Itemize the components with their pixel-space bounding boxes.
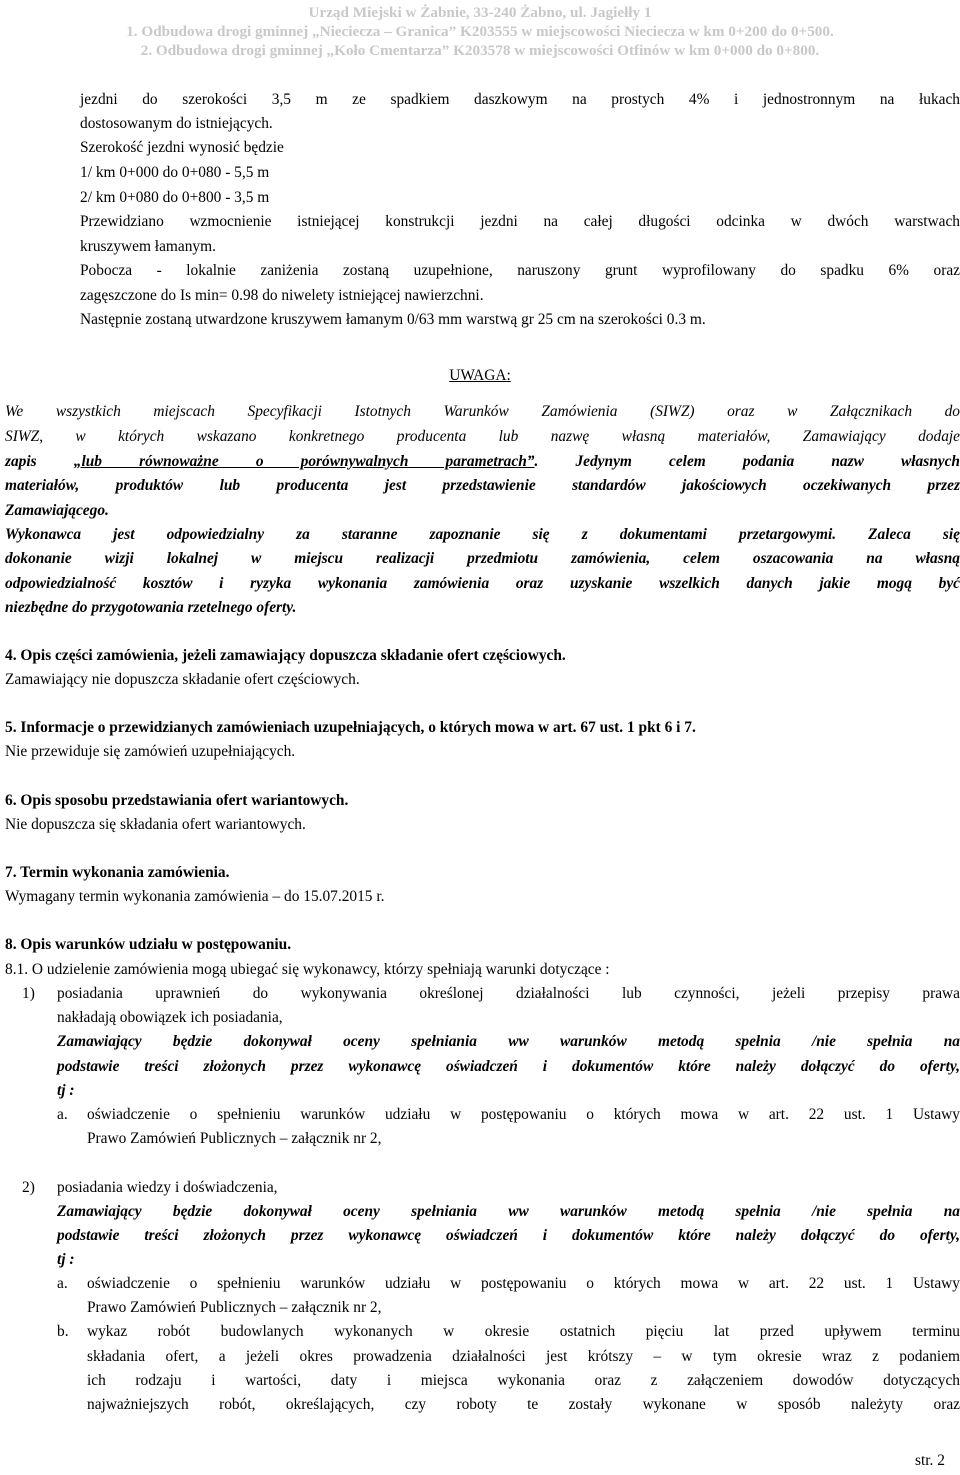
uwaga-line: niezbędne do przygotowania rzetelnego oferty. <box>5 599 297 616</box>
intro-line: Następnie zostaną utwardzone kruszywem łamanym 0/63 mm warstwą gr 25 cm na szerokości 0.3 m. <box>80 311 706 328</box>
page-header <box>0 3 960 60</box>
section-8-heading: 8. Opis warunków udziału w postępowaniu. <box>5 936 292 953</box>
condition-1-line: tj : <box>57 1082 75 1099</box>
condition-1-line: nakładają obowiązek ich posiadania, <box>57 1009 283 1026</box>
list-number: 2) <box>22 1179 35 1196</box>
list-number: 1) <box>22 985 35 1002</box>
intro-line: Przewidziano wzmocnienie istniejącej konstrukcji jezdni na całej długości odcinka w dwóch warstwach <box>80 213 960 230</box>
section-8-1-intro: 8.1. O udzielenie zamówienia mogą ubiegać się wykonawcy, którzy spełniają warunki dotyczące : <box>5 961 610 978</box>
section-5-heading: 5. Informacje o przewidzianych zamówieniach uzupełniających, o których mowa w art. 67 ust. 1 pkt 6 i 7. <box>5 719 696 736</box>
uwaga-zapis: zapis <box>5 453 74 470</box>
condition-2-a-line: oświadczenie o spełnieniu warunków udziału w postępowaniu o których mowa w art. 22 ust. 1 Ustawy <box>87 1275 960 1292</box>
uwaga-line: materiałów, produktów lub producenta jest przedstawienie standardów jakościowych oczekiwanych przez <box>5 477 960 494</box>
uwaga-equivalent-clause: „lub równoważne o porównywalnych parametrach” <box>73 453 535 470</box>
uwaga-line: Zamawiającego. <box>5 502 109 519</box>
condition-1-a-line: oświadczenie o spełnieniu warunków udziału w postępowaniu o których mowa w art. 22 ust. 1 Ustawy <box>87 1106 960 1123</box>
header-project-1: 1. Odbudowa drogi gminnej „Nieciecza – Granica” K203555 w miejscowości Nieciecza w km 0+200 do 0+500. <box>126 23 834 40</box>
condition-2-b-line: ich rodzaju i wartości, daty i miejsca wykonania oraz z załączeniem dowodów dotyczących <box>87 1372 960 1389</box>
section-4-text: Zamawiający nie dopuszcza składanie ofert częściowych. <box>5 671 360 688</box>
condition-1-a-line: Prawo Zamówień Publicznych – załącznik nr 2, <box>87 1130 382 1147</box>
intro-line: Szerokość jezdni wynosić będzie <box>80 139 284 156</box>
section-7-heading: 7. Termin wykonania zamówienia. <box>5 864 230 881</box>
uwaga-title: UWAGA: <box>449 367 511 384</box>
condition-2-b-line: najważniejszych robót, określających, czy roboty te zostały wykonane w sposób należyty oraz <box>87 1396 960 1413</box>
page-number: str. 2 <box>915 1452 945 1469</box>
intro-line: kruszywem łamanym. <box>80 238 216 255</box>
uwaga-line: SIWZ, w których wskazano konkretnego producenta lub nazwę własną materiałów, Zamawiający dodaje <box>5 428 960 445</box>
uwaga-line: Wykonawca jest odpowiedzialny za staranne zapoznanie się z dokumentami przetargowymi. Zaleca się <box>5 526 960 543</box>
list-letter: a. <box>57 1106 68 1123</box>
list-letter: b. <box>57 1323 69 1340</box>
intro-line: 2/ km 0+080 do 0+800 - 3,5 m <box>80 189 270 206</box>
section-7-text: Wymagany termin wykonania zamówienia – do 15.07.2015 r. <box>5 888 385 905</box>
intro-line: Pobocza - lokalnie zaniżenia zostaną uzupełnione, naruszony grunt wyprofilowany do spadku 6% oraz <box>80 262 960 279</box>
uwaga-line <box>5 450 960 474</box>
condition-2-a-line: Prawo Zamówień Publicznych – załącznik nr 2, <box>87 1299 382 1316</box>
condition-2-line: posiadania wiedzy i doświadczenia, <box>57 1179 278 1196</box>
section-5-text: Nie przewiduje się zamówień uzupełniających. <box>5 743 296 760</box>
header-office-line: Urząd Miejski w Żabnie, 33-240 Żabno, ul. Jagiełły 1 <box>308 4 652 21</box>
intro-line: dostosowanym do istniejących. <box>80 115 273 132</box>
uwaga-line: We wszystkich miejscach Specyfikacji Istotnych Warunków Zamówienia (SIWZ) oraz w Załącznikach do <box>5 403 960 420</box>
intro-line: 1/ km 0+000 do 0+080 - 5,5 m <box>80 164 270 181</box>
intro-line: zagęszczone do Is min= 0.98 do niwelety istniejącej nawierzchni. <box>80 287 484 304</box>
condition-1-line: podstawie treści złożonych przez wykonawcę oświadczeń i dokumentów które należy dołączyć do oferty, <box>57 1058 960 1075</box>
uwaga-line: dokonanie wizji lokalnej w miejscu realizacji przedmiotu zamówienia, celem oszacowania na własną <box>5 550 960 567</box>
condition-2-line: Zamawiający będzie dokonywał oceny spełniania ww warunków metodą spełnia /nie spełnia na <box>57 1203 960 1220</box>
condition-2-line: podstawie treści złożonych przez wykonawcę oświadczeń i dokumentów które należy dołączyć do oferty, <box>57 1227 960 1244</box>
section-4-heading: 4. Opis części zamówienia, jeżeli zamawiający dopuszcza składanie ofert częściowych. <box>5 647 566 664</box>
condition-2-line: tj : <box>57 1251 75 1268</box>
list-letter: a. <box>57 1275 68 1292</box>
condition-2-b-line: składania ofert, a jeżeli okres prowadzenia działalności jest krótszy – w tym okresie wraz z podaniem <box>87 1348 960 1365</box>
section-6-text: Nie dopuszcza się składania ofert wariantowych. <box>5 816 306 833</box>
condition-2-b-line: wykaz robót budowlanych wykonanych w okresie ostatnich pięciu lat przed upływem terminu <box>87 1323 960 1340</box>
condition-1-line: Zamawiający będzie dokonywał oceny spełniania ww warunków metodą spełnia /nie spełnia na <box>57 1033 960 1050</box>
header-project-2: 2. Odbudowa drogi gminnej „Koło Cmentarza” K203578 w miejscowości Otfinów w km 0+000 do 0+800. <box>140 42 820 59</box>
section-6-heading: 6. Opis sposobu przedstawiania ofert wariantowych. <box>5 792 349 809</box>
uwaga-sentence: . Jedynym celem podania nazw własnych <box>534 453 960 470</box>
uwaga-line: odpowiedzialność kosztów i ryzyka wykonania zamówienia oraz uzyskanie wszelkich danych jakie mogą być <box>5 575 960 592</box>
intro-line: jezdni do szerokości 3,5 m ze spadkiem daszkowym na prostych 4% i jednostronnym na łukach <box>80 91 960 108</box>
condition-1-line: posiadania uprawnień do wykonywania określonej działalności lub czynności, jeżeli przepisy prawa <box>57 985 960 1002</box>
